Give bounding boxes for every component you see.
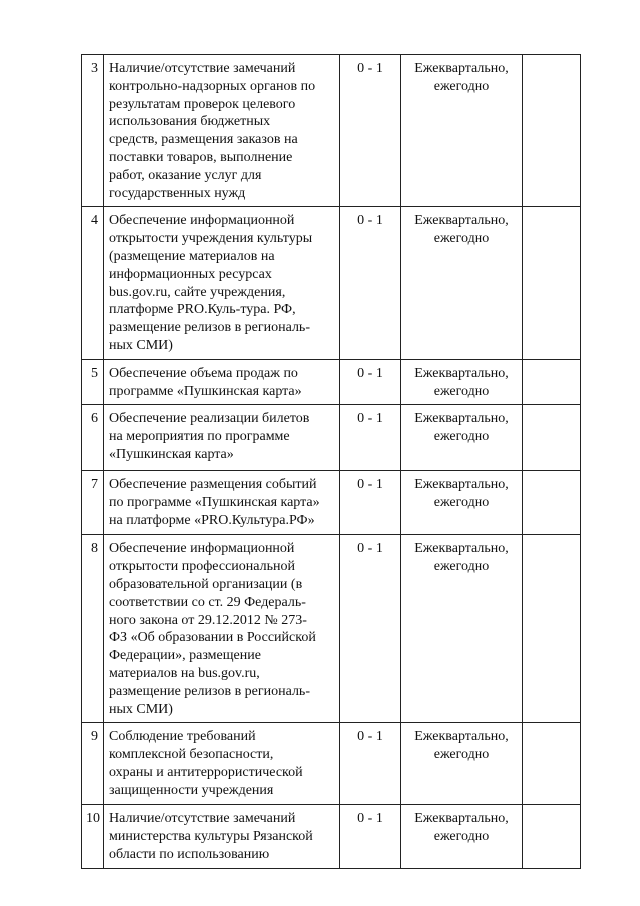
table-row (82, 723, 581, 805)
score-range: 0 - 1 (340, 359, 401, 405)
score-range: 0 - 1 (340, 535, 401, 723)
row-number: 5 (82, 359, 104, 405)
row-number: 7 (82, 471, 104, 535)
empty-cell (523, 805, 581, 868)
frequency: Ежеквартально, ежегодно (401, 405, 523, 471)
score-range: 0 - 1 (340, 207, 401, 359)
criterion-text: Обеспечение размещения событий по программе «Пушкинская карта» на платформе «PRO.Культура.РФ» (104, 471, 340, 535)
frequency: Ежеквартально, ежегодно (401, 359, 523, 405)
empty-cell (523, 405, 581, 471)
empty-cell (523, 535, 581, 723)
criterion-text: Обеспечение объема продаж по программе «Пушкинская карта» (104, 359, 340, 405)
row-number: 6 (82, 405, 104, 471)
score-range: 0 - 1 (340, 405, 401, 471)
criterion-text: Обеспечение реализации билетов на мероприятия по программе «Пушкинская карта» (104, 405, 340, 471)
empty-cell (523, 55, 581, 207)
criterion-text: Наличие/отсутствие замечаний министерства культуры Рязанской области по использованию (104, 805, 340, 868)
criteria-table (81, 54, 581, 869)
criterion-text: Наличие/отсутствие замечаний контрольно-надзорных органов по результатам проверок целевого использования бюджетных средств, размещения заказов на поставки товаров, выполнение работ, оказание услуг для государственных нужд (104, 55, 340, 207)
row-number: 9 (82, 723, 104, 805)
frequency: Ежеквартально, ежегодно (401, 535, 523, 723)
table-row (82, 207, 581, 359)
criterion-text: Обеспечение информационной открытости профессиональной образовательной организации (в соответствии со ст. 29 Федераль- ного закона от 29.12.2012 № 273- ФЗ «Об образовании в Российской Федерации», размещение материалов на bus.gov.ru, размещение релизов в региональ- ных СМИ) (104, 535, 340, 723)
table-row (82, 55, 581, 207)
row-number: 10 (82, 805, 104, 868)
row-number: 4 (82, 207, 104, 359)
score-range: 0 - 1 (340, 471, 401, 535)
frequency: Ежеквартально, ежегодно (401, 207, 523, 359)
table-row (82, 805, 581, 868)
table-row (82, 359, 581, 405)
table-row (82, 535, 581, 723)
criterion-text: Соблюдение требований комплексной безопасности, охраны и антитеррористической защищенности учреждения (104, 723, 340, 805)
score-range: 0 - 1 (340, 55, 401, 207)
table-row (82, 471, 581, 535)
empty-cell (523, 471, 581, 535)
score-range: 0 - 1 (340, 805, 401, 868)
frequency: Ежеквартально, ежегодно (401, 55, 523, 207)
empty-cell (523, 723, 581, 805)
empty-cell (523, 207, 581, 359)
row-number: 3 (82, 55, 104, 207)
frequency: Ежеквартально, ежегодно (401, 471, 523, 535)
empty-cell (523, 359, 581, 405)
frequency: Ежеквартально, ежегодно (401, 723, 523, 805)
table-row (82, 405, 581, 471)
frequency: Ежеквартально, ежегодно (401, 805, 523, 868)
score-range: 0 - 1 (340, 723, 401, 805)
row-number: 8 (82, 535, 104, 723)
criterion-text: Обеспечение информационной открытости учреждения культуры (размещение материалов на информационных ресурсах bus.gov.ru, сайте учреждения, платформе PRO.Куль-тура. РФ, размещение релизов в региональ- ных СМИ) (104, 207, 340, 359)
